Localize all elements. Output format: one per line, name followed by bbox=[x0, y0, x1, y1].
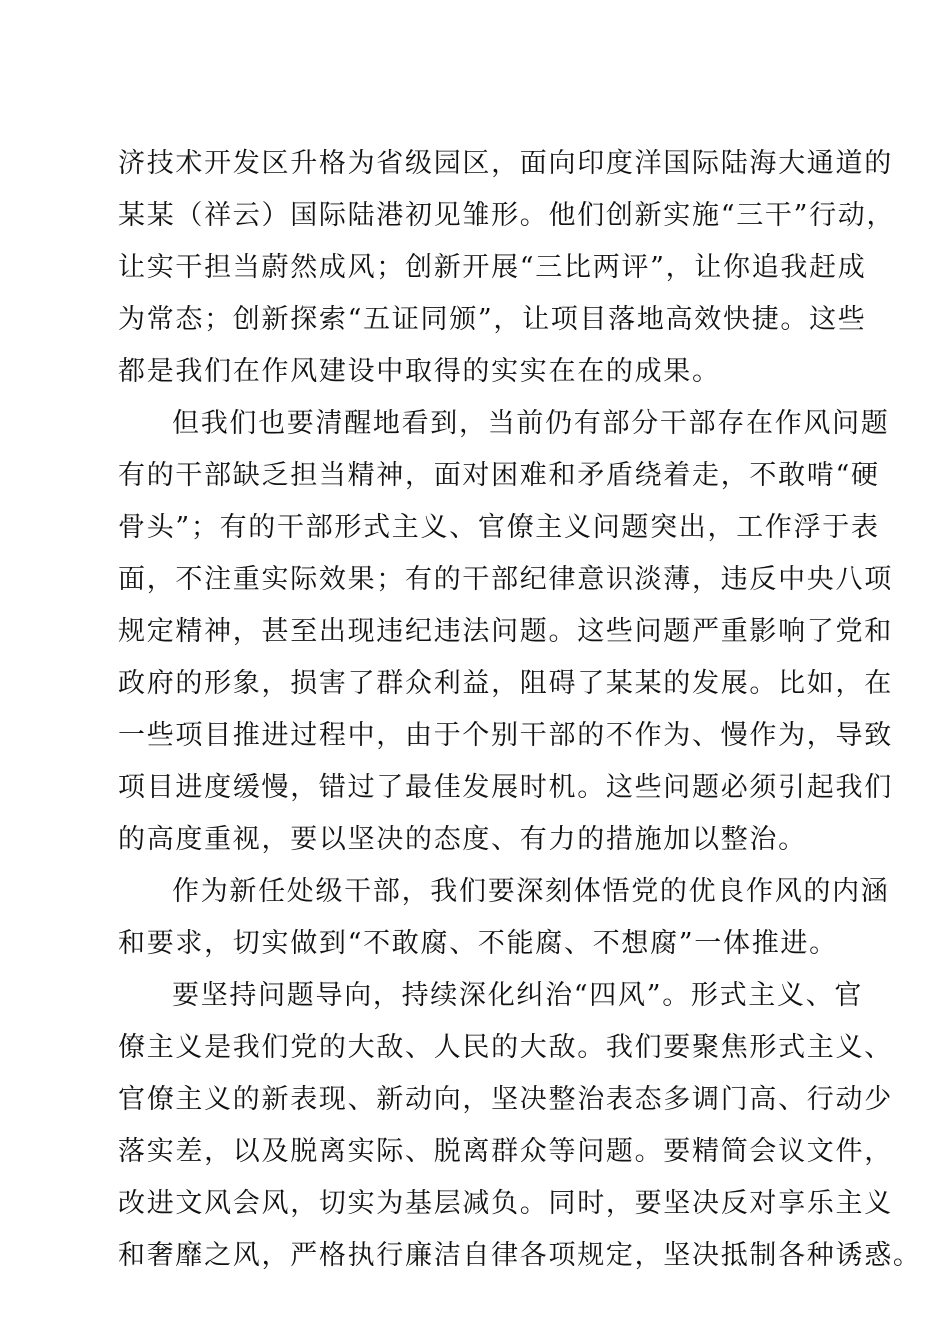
text-line: 改进文风会风，切实为基层减负。同时，要坚决反对享乐主义 bbox=[118, 1188, 893, 1219]
text-line: 为常态；创新探索“五证同颁”，让项目落地高效快捷。这些 bbox=[118, 304, 867, 335]
text-line: 项目进度缓慢，错过了最佳发展时机。这些问题必须引起我们 bbox=[118, 772, 893, 803]
text-line: 有的干部缺乏担当精神，面对困难和矛盾绕着走，不敢啃“硬 bbox=[118, 460, 880, 491]
text-line: 僚主义是我们党的大敌、人民的大敌。我们要聚焦形式主义、 bbox=[118, 1032, 893, 1063]
text-line: 的高度重视，要以坚决的态度、有力的措施加以整治。 bbox=[118, 824, 807, 855]
text-line: 规定精神，甚至出现违纪违法问题。这些问题严重影响了党和 bbox=[118, 616, 893, 647]
text-line: 一些项目推进过程中，由于个别干部的不作为、慢作为，导致 bbox=[118, 720, 893, 751]
document-body bbox=[118, 138, 922, 1282]
paragraph-first-line: 要坚持问题导向，持续深化纠治“四风”。形式主义、官 bbox=[172, 980, 864, 1011]
paragraph-first-line: 作为新任处级干部，我们要深刻体悟党的优良作风的内涵 bbox=[172, 876, 890, 907]
text-line: 都是我们在作风建设中取得的实实在在的成果。 bbox=[118, 356, 721, 387]
text-line: 骨头”；有的干部形式主义、官僚主义问题突出，工作浮于表 bbox=[118, 512, 880, 543]
text-line: 政府的形象，损害了群众利益，阻碍了某某的发展。比如，在 bbox=[118, 668, 893, 699]
text-line: 官僚主义的新表现、新动向，坚决整治表态多调门高、行动少 bbox=[118, 1084, 893, 1115]
text-line: 面，不注重实际效果；有的干部纪律意识淡薄，违反中央八项 bbox=[118, 564, 893, 595]
text-line: 落实差，以及脱离实际、脱离群众等问题。要精简会议文件， bbox=[118, 1136, 893, 1167]
text-line: 让实干担当蔚然成风；创新开展“三比两评”，让你追我赶成 bbox=[118, 252, 867, 283]
text-line: 和要求，切实做到“不敢腐、不能腐、不想腐”一体推进。 bbox=[118, 928, 838, 959]
text-line: 济技术开发区升格为省级园区，面向印度洋国际陆海大通道的 bbox=[118, 148, 893, 179]
paragraph-first-line: 但我们也要清醒地看到，当前仍有部分干部存在作风问题 bbox=[172, 408, 890, 439]
text-line: 和奢靡之风，严格执行廉洁自律各项规定，坚决抵制各种诱惑。 bbox=[118, 1240, 922, 1271]
text-line: 某某（祥云）国际陆港初见雏形。他们创新实施“三干”行动， bbox=[118, 200, 896, 231]
